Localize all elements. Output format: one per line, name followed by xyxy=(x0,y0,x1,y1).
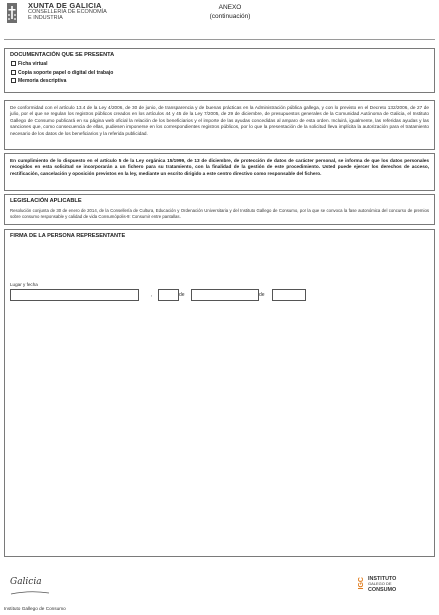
documentacion-heading: DOCUMENTACIÓN QUE SE PRESENTA xyxy=(10,52,115,58)
igc-mark-text: IGC xyxy=(358,577,365,590)
transparencia-text: De conformidad con el artículo 13.4 de la Ley 4/2006, de 30 de junio, de transparencia y de buenas prácticas en la Administración pública gallega, y con lo previsto en el Decreto 132/2006, de 27 de julio, por el que se regulan los registros públicos creados en los artículos 44 y 45 de la Ley 7/2005, de 29 de diciembre, de presupuestos generales de la Comunidad Autónoma de Galicia, el Instituto Gallego de Consumo publicará en su página web oficial la relación de los beneficiarios y el importe de las ayudas concedidas al amparo de esta orden. Incluirá, igualmente, las referidas ayudas y las sanciones que, como consecuencia de ellas, pudiesen imponerse en los correspondientes registros públicos, por lo que la presentación de la solicitud lleva implícita la autorización para el tratamiento necesario de los datos de los beneficiarios y la referida publicidad. xyxy=(10,105,429,136)
doc-item-label: Ficha virtual xyxy=(18,61,48,67)
igc-logo xyxy=(368,576,396,594)
transparencia-section xyxy=(4,100,435,150)
month-input[interactable] xyxy=(191,289,259,301)
xunta-logo xyxy=(28,2,107,21)
header-divider xyxy=(4,39,435,40)
igc-logo-mark xyxy=(357,577,366,598)
firma-section xyxy=(4,229,435,557)
igc-line3: CONSUMO xyxy=(368,587,397,594)
documentacion-list xyxy=(11,61,113,87)
de-separator-2: de xyxy=(259,292,265,298)
brand-name: XUNTA DE GALICIA xyxy=(28,1,102,10)
checkbox[interactable] xyxy=(11,70,16,75)
year-input[interactable] xyxy=(272,289,306,301)
doc-item-memoria[interactable] xyxy=(11,78,113,87)
comma-separator: , xyxy=(151,292,153,298)
lugar-fecha-label: Lugar y fecha xyxy=(10,282,38,287)
day-input[interactable] xyxy=(158,289,179,301)
anexo-title: ANEXO xyxy=(218,4,242,11)
proteccion-datos-section xyxy=(4,153,435,191)
igc-line1: INSTITUTO xyxy=(368,576,397,582)
documentacion-section xyxy=(4,48,435,93)
proteccion-datos-text: En cumplimiento de lo dispuesto en el artículo 5 de la Ley orgánica 15/1999, de 13 de diciembre, de protección de datos de carácter personal, se informa de que los datos personales recogidos en esta solicitud se incorporarán a un fichero para su tratamiento, con la finalidad de la gestión de este procedimiento. Usted puede ejercer los derechos de acceso, rectificación, cancelación y oposición previstos en la ley, mediante un escrito dirigido a este centro directivo como responsable del fichero. xyxy=(10,158,429,176)
checkbox[interactable] xyxy=(11,78,16,83)
legislacion-text: Resolución conjunta de 30 de enero de 2014, de la Consellería de Cultura, Educación y Ordenación Universitaria y del Instituto Gallego de Consumo, por la que se convoca la fase autonómica del concurso de premios sobre consumo responsable y calidad de vida Consumópolis-9: Consumir entre pantallas. xyxy=(10,208,429,219)
brand-dept-line2: E INDUSTRIA xyxy=(28,14,63,21)
igc-line2: GALEGO DE xyxy=(368,581,392,587)
anexo-title-block xyxy=(195,4,265,22)
lugar-input[interactable] xyxy=(10,289,139,301)
doc-item-label: Copia soporte papel o digital del trabajo xyxy=(18,69,114,76)
brand-dept-line1: CONSELLERIA DE ECONOMÍA xyxy=(28,8,107,15)
de-separator-1: de xyxy=(179,292,185,298)
doc-item-copia[interactable] xyxy=(11,70,113,79)
galicia-swoosh-icon xyxy=(10,590,50,595)
checkbox[interactable] xyxy=(11,61,16,66)
footer-text: Instituto Gallego de Consumo xyxy=(4,606,66,611)
legislacion-section xyxy=(4,194,435,225)
doc-item-label: Memoria descriptiva xyxy=(18,78,67,84)
galicia-logo: Galicia xyxy=(10,577,42,587)
legislacion-heading: LEGISLACIÓN APLICABLE xyxy=(10,198,82,204)
doc-item-ficha[interactable] xyxy=(11,61,113,70)
firma-heading: FIRMA DE LA PERSONA REPRESENTANTE xyxy=(10,233,126,239)
anexo-subtitle: (continuación) xyxy=(209,12,251,20)
xunta-crest-icon xyxy=(6,3,18,23)
